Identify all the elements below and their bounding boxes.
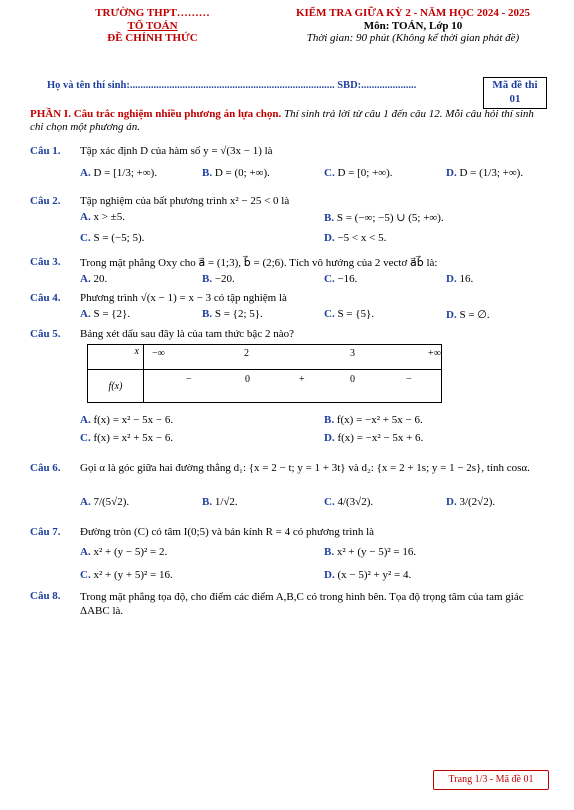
- q1-label: Câu 1.: [30, 145, 61, 157]
- option-key: B.: [202, 167, 213, 179]
- option-text: 7/(5√2).: [93, 496, 130, 508]
- q6-option-d[interactable]: [446, 496, 495, 508]
- sign-value: −: [406, 374, 412, 385]
- option-text: f(x) = x² + 5x − 6.: [93, 432, 174, 444]
- q7-option-c[interactable]: [80, 569, 173, 581]
- q3-option-c[interactable]: [324, 273, 357, 285]
- q3-text: Trong mặt phẳng Oxy cho a⃗ = (1;3), b⃗ = (2;6). Tích vô hướng của 2 vectơ a⃗b⃗ là:: [80, 257, 438, 269]
- sign-table-fx-row: [144, 370, 442, 403]
- group-name: TỔ TOÁN: [127, 20, 178, 32]
- q4-option-d[interactable]: [446, 308, 490, 321]
- part1-title: PHẦN I. Câu trắc nghiệm nhiều phương án lựa chọn.: [30, 108, 282, 120]
- option-text: S = {2}.: [93, 308, 131, 320]
- option-text: D = [0; +∞).: [337, 167, 393, 179]
- sign-value: −: [186, 374, 192, 385]
- exam-subject: Môn: TOÁN, Lớp 10: [363, 20, 463, 32]
- q6-option-c[interactable]: [324, 496, 373, 508]
- x-value: −∞: [152, 348, 165, 359]
- exam-time: Thời gian: 90 phút (Không kể thời gian phát đề): [306, 32, 520, 44]
- option-key: D.: [324, 432, 335, 444]
- q8-text: Trong mặt phẳng tọa độ, cho điểm các điểm A,B,C có trong hình bên. Tọa độ trọng tâm của tam giác ΔABC là.: [80, 591, 524, 617]
- option-key: A.: [80, 308, 91, 320]
- sign-value: 0: [245, 374, 250, 385]
- option-key: A.: [80, 273, 91, 285]
- option-text: 4/(3√2).: [337, 496, 374, 508]
- page-footer: Trang 1/3 - Mã đề 01: [433, 770, 549, 790]
- option-text: D = (1/3; +∞).: [459, 167, 524, 179]
- option-key: B.: [202, 273, 213, 285]
- q5-option-d[interactable]: [324, 432, 423, 444]
- q1-option-d[interactable]: [446, 167, 523, 179]
- part1-instruction: Thí sinh trả lời từ câu 1 đến câu 12. Mỗi câu hỏi thí sinh chỉ chọn một phương án.: [30, 108, 534, 133]
- q5-option-a[interactable]: [80, 414, 173, 426]
- school-name: TRƯỜNG THPT………: [95, 7, 210, 19]
- option-text: 1/√2.: [214, 496, 238, 508]
- option-key: D.: [446, 167, 457, 179]
- q2-option-b[interactable]: [324, 211, 444, 224]
- q1-option-c[interactable]: [324, 167, 393, 179]
- sign-value: 0: [350, 374, 355, 385]
- option-key: A.: [80, 496, 91, 508]
- option-text: S = ∅.: [459, 309, 490, 321]
- option-text: −20.: [214, 273, 235, 285]
- option-key: D.: [446, 309, 457, 321]
- option-text: S = {5}.: [337, 308, 375, 320]
- option-text: f(x) = −x² + 5x − 6.: [336, 414, 423, 426]
- q4-option-a[interactable]: [80, 308, 130, 320]
- part1-heading: [30, 108, 550, 134]
- option-key: D.: [446, 496, 457, 508]
- student-info-line: Họ và tên thí sinh:.............................................................................. SBD:.....................: [47, 80, 417, 91]
- option-key: C.: [80, 432, 91, 444]
- q5-text: Bảng xét dấu sau đây là của tam thức bậc 2 nào?: [80, 328, 294, 340]
- q3-option-d[interactable]: [446, 273, 473, 285]
- q4-text: Phương trình √(x − 1) = x − 3 có tập nghiệm là: [80, 292, 287, 304]
- q1-option-b[interactable]: [202, 167, 270, 179]
- q2-option-c[interactable]: [80, 232, 144, 244]
- option-key: B.: [324, 212, 335, 224]
- option-text: (x − 5)² + y² = 4.: [337, 569, 412, 581]
- option-key: C.: [324, 308, 335, 320]
- x-value: 2: [244, 348, 249, 359]
- q2-text: Tập nghiệm của bất phương trình x² − 25 < 0 là: [80, 195, 290, 207]
- option-text: f(x) = x² − 5x − 6.: [93, 414, 174, 426]
- option-text: 20.: [93, 273, 108, 285]
- q4-option-c[interactable]: [324, 308, 374, 320]
- q1-option-a[interactable]: [80, 167, 157, 179]
- exam-title: KIỂM TRA GIỮA KỲ 2 - NĂM HỌC 2024 - 2025: [295, 7, 531, 19]
- q5-option-b[interactable]: [324, 414, 423, 426]
- option-text: S = (−5; 5).: [93, 232, 145, 244]
- option-key: D.: [324, 232, 335, 244]
- q2-option-a[interactable]: [80, 211, 125, 223]
- q2-option-d[interactable]: [324, 232, 386, 244]
- option-key: A.: [80, 546, 91, 558]
- q6-text: Gọi α là góc giữa hai đường thẳng d₁: {x = 2 − t; y = 1 + 3t} và d₂: {x = 2 + 1s; y = 1 − 2s}, tính cosα.: [80, 462, 530, 474]
- option-key: D.: [446, 273, 457, 285]
- sign-value: +: [299, 374, 305, 385]
- option-key: C.: [80, 569, 91, 581]
- q8-label: Câu 8.: [30, 590, 61, 602]
- option-text: S = {2; 5}.: [214, 308, 263, 320]
- q3-label: Câu 3.: [30, 256, 61, 268]
- q4-label: Câu 4.: [30, 292, 61, 304]
- option-key: C.: [324, 167, 335, 179]
- option-text: −16.: [337, 273, 358, 285]
- q5-option-c[interactable]: [80, 432, 173, 444]
- option-key: A.: [80, 211, 91, 223]
- option-key: D.: [324, 569, 335, 581]
- sign-table-x-label: x: [88, 345, 144, 370]
- x-value: 3: [350, 348, 355, 359]
- q3-option-a[interactable]: [80, 273, 107, 285]
- option-text: x² + (y + 5)² = 16.: [93, 569, 173, 581]
- q7-option-d[interactable]: [324, 569, 411, 581]
- sign-table-x-row: [144, 345, 442, 370]
- q6-option-a[interactable]: [80, 496, 129, 508]
- option-text: x² + (y − 5)² = 16.: [336, 546, 417, 558]
- q7-option-b[interactable]: [324, 546, 416, 558]
- x-value: +∞: [428, 348, 441, 359]
- option-text: −5 < x < 5.: [337, 232, 387, 244]
- option-key: C.: [324, 496, 335, 508]
- q7-option-a[interactable]: [80, 546, 167, 558]
- option-key: B.: [202, 496, 213, 508]
- option-text: x > ±5.: [93, 211, 125, 223]
- q3-option-b[interactable]: [202, 273, 235, 285]
- exam-code-box: [483, 77, 547, 109]
- q6-label: Câu 6.: [30, 462, 61, 474]
- sign-table-fx-label: f(x): [88, 370, 144, 403]
- q7-text: Đường tròn (C) có tâm I(0;5) và bán kính R = 4 có phương trình là: [80, 526, 375, 538]
- option-key: C.: [324, 273, 335, 285]
- option-text: 3/(2√2).: [459, 496, 496, 508]
- option-text: f(x) = −x² − 5x + 6.: [337, 432, 424, 444]
- q5-label: Câu 5.: [30, 328, 61, 340]
- sign-table: [87, 344, 442, 403]
- official-label: ĐỀ CHÍNH THỨC: [107, 32, 198, 44]
- exam-code-value: 01: [509, 93, 521, 105]
- option-text: D = (0; +∞).: [214, 167, 270, 179]
- option-text: S = (−∞; −5) ∪ (5; +∞).: [336, 212, 444, 224]
- exam-code-label: Mã đề thi: [492, 79, 538, 91]
- q6-option-b[interactable]: [202, 496, 238, 508]
- option-key: A.: [80, 414, 91, 426]
- q2-label: Câu 2.: [30, 195, 61, 207]
- q4-option-b[interactable]: [202, 308, 263, 320]
- q1-text: Tập xác định D của hàm số y = √(3x − 1) là: [80, 145, 273, 157]
- q7-label: Câu 7.: [30, 526, 61, 538]
- option-key: B.: [324, 546, 335, 558]
- option-key: C.: [80, 232, 91, 244]
- option-key: B.: [202, 308, 213, 320]
- option-key: A.: [80, 167, 91, 179]
- option-key: B.: [324, 414, 335, 426]
- option-text: 16.: [459, 273, 474, 285]
- option-text: D = [1/3; +∞).: [93, 167, 158, 179]
- option-text: x² + (y − 5)² = 2.: [93, 546, 168, 558]
